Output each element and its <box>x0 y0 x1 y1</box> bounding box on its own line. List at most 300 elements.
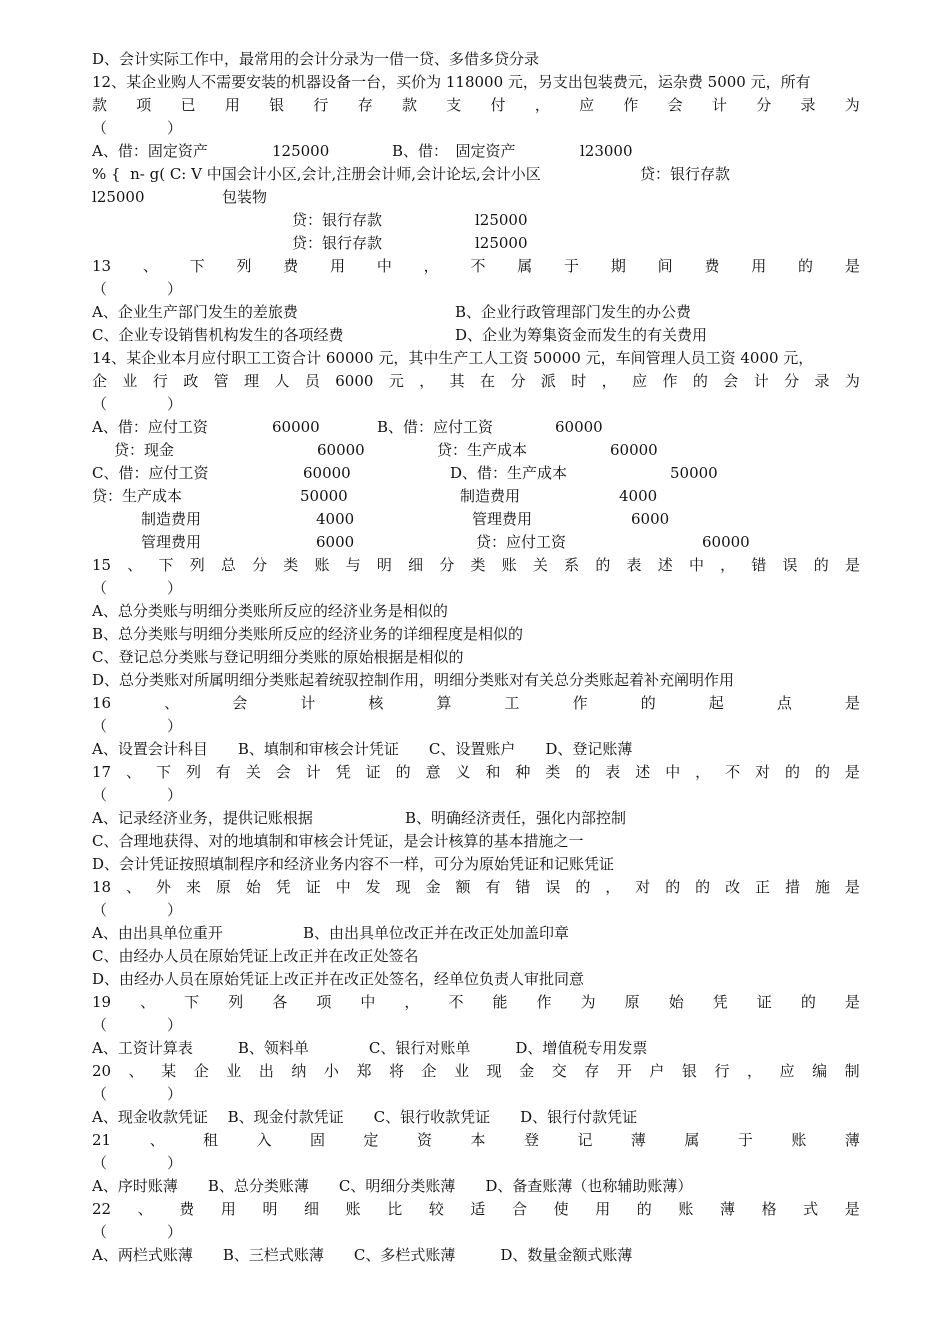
justified-token: 固 <box>310 1131 326 1149</box>
justified-token: 原 <box>624 993 640 1011</box>
option-a: A、企业生产部门发生的差旅费 <box>92 303 298 321</box>
justified-token: 13 <box>92 257 112 275</box>
question-18 <box>92 878 860 896</box>
justified-token: 、 <box>126 878 142 896</box>
justified-token: 与 <box>345 556 361 574</box>
justified-token: 是 <box>844 556 860 574</box>
justified-token: ， <box>419 372 435 390</box>
justified-token: 登 <box>523 1131 539 1149</box>
justified-token: 账 <box>314 556 330 574</box>
justified-token: 在 <box>480 372 496 390</box>
justified-token: 下 <box>184 993 200 1011</box>
option-c: C、登记总分类账与登记明细分类账的原始根据是相似的 <box>92 648 464 666</box>
justified-token: ， <box>601 372 617 390</box>
question-22 <box>92 1200 860 1218</box>
option-a: A、借：固定资产 <box>92 142 208 160</box>
option-d: D、由经办人员在原始凭证上改正并在改正处签名，经单位负责人审批同意 <box>92 970 585 988</box>
justified-token: 用 <box>220 1200 236 1218</box>
justified-token: 对 <box>755 763 771 781</box>
justified-token: 述 <box>635 763 651 781</box>
justified-token: 管 <box>213 372 229 390</box>
justified-token: 现 <box>395 878 411 896</box>
justified-token: 、 <box>140 993 156 1011</box>
justified-token: 小 <box>323 1062 339 1080</box>
justified-token: 派 <box>540 372 556 390</box>
justified-token: 用 <box>224 96 240 114</box>
justified-token: 企 <box>92 372 108 390</box>
justified-token: 21 <box>92 1131 112 1149</box>
justified-token: 分 <box>510 372 526 390</box>
justified-token: ， <box>423 257 439 275</box>
justified-token: 22 <box>92 1200 112 1218</box>
justified-token: 计 <box>300 694 316 712</box>
justified-token: 凭 <box>275 878 291 896</box>
justified-token: 来 <box>185 878 201 896</box>
justified-token: 郑 <box>356 1062 372 1080</box>
option-b: B、借：应付工资 <box>377 418 494 436</box>
justified-token: 类 <box>545 763 561 781</box>
justified-token: 费 <box>283 257 299 275</box>
answer-blank: （ ） <box>92 119 183 137</box>
justified-token: 账 <box>678 1200 694 1218</box>
justified-token: 始 <box>668 993 684 1011</box>
entry-account: 包装物 <box>222 188 268 206</box>
justified-token: 定 <box>363 1131 379 1149</box>
amount: 4000 <box>316 510 355 528</box>
justified-token: 、 <box>137 1200 153 1218</box>
justified-token: 于 <box>737 1131 753 1149</box>
justified-token: 金 <box>425 878 441 896</box>
justified-token: 中 <box>335 878 351 896</box>
justified-token: 项 <box>316 993 332 1011</box>
justified-token: 是 <box>844 1200 860 1218</box>
justified-token: 作 <box>572 694 588 712</box>
justified-token: 分 <box>784 372 800 390</box>
answer-blank: （ ） <box>92 1085 183 1103</box>
amount: l25000 <box>475 234 528 252</box>
justified-token: 外 <box>155 878 171 896</box>
justified-token: 是 <box>844 694 860 712</box>
justified-token: 为 <box>580 993 596 1011</box>
justified-token: 的 <box>695 878 711 896</box>
justified-token: 格 <box>761 1200 777 1218</box>
justified-token: 企 <box>193 1062 209 1080</box>
justified-token: 应 <box>779 1062 795 1080</box>
entry-account: 管理费用 <box>472 510 533 528</box>
justified-token: 支 <box>446 96 462 114</box>
justified-token: 录 <box>800 96 816 114</box>
justified-token: 入 <box>256 1131 272 1149</box>
entry-account: 贷：现金 <box>114 441 175 459</box>
justified-token: 总 <box>220 556 236 574</box>
justified-token: 应 <box>579 96 595 114</box>
justified-token: 下 <box>155 763 171 781</box>
justified-token: 企 <box>421 1062 437 1080</box>
entry-account: 贷：银行存款 <box>292 234 383 252</box>
justified-token: 存 <box>357 96 373 114</box>
justified-token: 表 <box>626 556 642 574</box>
entry-account: 制造费用 <box>460 487 521 505</box>
justified-token: 会 <box>667 96 683 114</box>
justified-token: 是 <box>844 763 860 781</box>
justified-token: 列 <box>236 257 252 275</box>
justified-token: 为 <box>844 96 860 114</box>
justified-line <box>92 96 860 114</box>
justified-token: 分 <box>439 556 455 574</box>
justified-token: 19 <box>92 993 112 1011</box>
justified-token: 证 <box>365 763 381 781</box>
option-a: A、由出具单位重开 <box>92 924 223 942</box>
answer-blank: （ ） <box>92 717 183 735</box>
question-21 <box>92 1131 860 1149</box>
justified-token: 录 <box>814 372 830 390</box>
answer-blank: （ ） <box>92 1223 183 1241</box>
justified-token: 的 <box>665 878 681 896</box>
answer-blank: （ ） <box>92 1016 183 1034</box>
justified-token: 的 <box>395 763 411 781</box>
justified-token: 作 <box>536 993 552 1011</box>
justified-token: 是 <box>844 878 860 896</box>
justified-token: 16 <box>92 694 112 712</box>
option-a: A、记录经济业务，提供记账根据 <box>92 809 313 827</box>
amount: 60000 <box>317 441 365 459</box>
justified-token: 有 <box>485 878 501 896</box>
entry-account: 贷：银行存款 <box>640 165 731 183</box>
justified-token: ， <box>695 763 711 781</box>
justified-token: 和 <box>485 763 501 781</box>
justified-token: 原 <box>215 878 231 896</box>
justified-token: 员 <box>304 372 320 390</box>
justified-token: 发 <box>365 878 381 896</box>
justified-token: 金 <box>519 1062 535 1080</box>
justified-token: 属 <box>517 257 533 275</box>
justified-token: 类 <box>283 556 299 574</box>
justified-token: 20 <box>92 1062 112 1080</box>
answer-blank: （ ） <box>92 280 183 298</box>
justified-token: 不 <box>448 993 464 1011</box>
answer-blank: （ ） <box>92 901 183 919</box>
justified-token: 的 <box>798 257 814 275</box>
justified-token: 现 <box>486 1062 502 1080</box>
justified-token: 编 <box>812 1062 828 1080</box>
justified-token: 用 <box>595 1200 611 1218</box>
justified-token: 下 <box>189 257 205 275</box>
justified-token: 薄 <box>719 1200 735 1218</box>
amount: l25000 <box>92 188 145 206</box>
justified-token: 种 <box>515 763 531 781</box>
option-b: B、明确经济责任，强化内部控制 <box>405 809 627 827</box>
justified-token: 交 <box>551 1062 567 1080</box>
justified-token: 比 <box>387 1200 403 1218</box>
entry-account: 贷：生产成本 <box>437 441 528 459</box>
justified-token: 表 <box>605 763 621 781</box>
justified-token: 义 <box>455 763 471 781</box>
justified-token: 明 <box>376 556 392 574</box>
justified-token: 凭 <box>712 993 728 1011</box>
justified-token: 不 <box>470 257 486 275</box>
justified-token: 、 <box>127 556 143 574</box>
justified-token: 证 <box>305 878 321 896</box>
justified-token: 15 <box>92 556 112 574</box>
justified-token: 、 <box>126 763 142 781</box>
question-17 <box>92 763 860 781</box>
justified-token: 额 <box>455 878 471 896</box>
justified-token: 6000 <box>335 372 374 390</box>
question-15 <box>92 556 860 574</box>
option-a: A、借：应付工资 <box>92 418 208 436</box>
justified-token: 为 <box>844 372 860 390</box>
amount: l25000 <box>475 211 528 229</box>
amount: 60000 <box>702 533 750 551</box>
justified-token: 意 <box>425 763 441 781</box>
entry-account: 贷：应付工资 <box>476 533 567 551</box>
justified-token: ， <box>747 1062 763 1080</box>
justified-token: 行 <box>313 96 329 114</box>
justified-token: 本 <box>470 1131 486 1149</box>
justified-token: 计 <box>305 763 321 781</box>
justified-token: 17 <box>92 763 112 781</box>
justified-token: 述 <box>657 556 673 574</box>
option-d: D、会计凭证按照填制程序和经济业务内容不一样，可分为原始凭证和记账凭证 <box>92 855 615 873</box>
answer-blank: （ ） <box>92 786 183 804</box>
justified-token: 凭 <box>335 763 351 781</box>
question-20 <box>92 1062 860 1080</box>
entry-account: 制造费用 <box>141 510 202 528</box>
amount: 50000 <box>670 464 718 482</box>
justified-token: 、 <box>164 694 180 712</box>
option-c: C、合理地获得、对的地填制和审核会计凭证，是会计核算的基本措施之一 <box>92 832 584 850</box>
justified-token: 列 <box>189 556 205 574</box>
justified-token: 误 <box>782 556 798 574</box>
option-b: B、由出具单位改正并在改正处加盖印章 <box>303 924 570 942</box>
justified-token: 行 <box>714 1062 730 1080</box>
justified-token: 计 <box>711 96 727 114</box>
justified-token: 分 <box>252 556 268 574</box>
justified-token: 的 <box>575 763 591 781</box>
justified-token: 的 <box>785 763 801 781</box>
justified-token: 措 <box>785 878 801 896</box>
justified-token: 薄 <box>844 1131 860 1149</box>
justified-token: 某 <box>161 1062 177 1080</box>
justified-token: ， <box>404 993 420 1011</box>
watermark-text: % { n- g( C: V 中国会计小区,会计,注册会计师,会计论坛,会计小区 <box>92 165 541 183</box>
justified-token: 款 <box>401 96 417 114</box>
answer-blank: （ ） <box>92 395 183 413</box>
justified-token: 使 <box>553 1200 569 1218</box>
justified-token: 制 <box>844 1062 860 1080</box>
option-b: B、借： 固定资产 <box>392 142 516 160</box>
amount: 4000 <box>619 487 658 505</box>
amount: 6000 <box>631 510 670 528</box>
entry-account: 管理费用 <box>141 533 202 551</box>
justified-token: 会 <box>275 763 291 781</box>
justified-token: ， <box>720 556 736 574</box>
justified-token: 中 <box>688 556 704 574</box>
amount: 60000 <box>555 418 603 436</box>
justified-token: 费 <box>179 1200 195 1218</box>
justified-token: 资 <box>416 1131 432 1149</box>
justified-token: 属 <box>684 1131 700 1149</box>
justified-token: 理 <box>244 372 260 390</box>
justified-token: 工 <box>504 694 520 712</box>
amount: l23000 <box>580 142 633 160</box>
text-line: D、会计实际工作中，最常用的会计分录为一借一贷、多借多贷分录 <box>92 50 540 68</box>
justified-token: 的 <box>814 763 830 781</box>
justified-token: 账 <box>345 1200 361 1218</box>
entry-account: 贷：生产成本 <box>92 487 183 505</box>
answer-blank: （ ） <box>92 1154 183 1172</box>
justified-token: 计 <box>753 372 769 390</box>
justified-token: 于 <box>564 257 580 275</box>
justified-token: 将 <box>389 1062 405 1080</box>
amount: 125000 <box>272 142 330 160</box>
justified-token: 已 <box>180 96 196 114</box>
option-c: C、借：应付工资 <box>92 464 209 482</box>
justified-token: 细 <box>408 556 424 574</box>
justified-token: ， <box>534 96 550 114</box>
justified-token: 纳 <box>291 1062 307 1080</box>
justified-token: 费 <box>704 257 720 275</box>
justified-token: 下 <box>158 556 174 574</box>
amount: 60000 <box>272 418 320 436</box>
justified-token: 用 <box>330 257 346 275</box>
justified-token: 错 <box>751 556 767 574</box>
justified-token: 期 <box>610 257 626 275</box>
justified-token: 存 <box>584 1062 600 1080</box>
justified-token: 记 <box>577 1131 593 1149</box>
answer-blank: （ ） <box>92 579 183 597</box>
justified-token: 户 <box>649 1062 665 1080</box>
justified-token: 的 <box>640 694 656 712</box>
options-row: A、工资计算表 B、领料单 C、银行对账单 D、增值税专用发票 <box>92 1039 648 1057</box>
justified-token: 是 <box>844 993 860 1011</box>
justified-token: 有 <box>215 763 231 781</box>
justified-token: 账 <box>791 1131 807 1149</box>
justified-token: 的 <box>636 1200 652 1218</box>
justified-token: 、 <box>128 1062 144 1080</box>
justified-token: 会 <box>723 372 739 390</box>
justified-token: 业 <box>122 372 138 390</box>
justified-token: 账 <box>501 556 517 574</box>
justified-token: 关 <box>532 556 548 574</box>
justified-token: 改 <box>725 878 741 896</box>
justified-token: 能 <box>492 993 508 1011</box>
justified-token: 项 <box>136 96 152 114</box>
justified-token: 较 <box>428 1200 444 1218</box>
amount: 60000 <box>303 464 351 482</box>
justified-token: 行 <box>152 372 168 390</box>
justified-token: 租 <box>203 1131 219 1149</box>
justified-token: 列 <box>185 763 201 781</box>
option-d: D、企业为筹集资金而发生的有关费用 <box>455 326 708 344</box>
justified-token: 核 <box>368 694 384 712</box>
question-14: 14、某企业本月应付职工工资合计 60000 元，其中生产工人工资 50000 元，车间管理人员工资 4000 元， <box>92 349 814 367</box>
question-19 <box>92 993 860 1011</box>
justified-token: 的 <box>575 878 591 896</box>
justified-token: 的 <box>595 556 611 574</box>
justified-token: 细 <box>304 1200 320 1218</box>
justified-token: 明 <box>262 1200 278 1218</box>
justified-token: 的 <box>813 556 829 574</box>
question-13 <box>92 257 860 275</box>
justified-token: 施 <box>814 878 830 896</box>
justified-token: 出 <box>258 1062 274 1080</box>
question-12: 12、某企业购人不需要安装的机器设备一台，买价为 118000 元，另支出包装费元，运杂费 5000 元，所有 <box>92 73 811 91</box>
options-row: A、现金收款凭证 B、现金付款凭证 C、银行收款凭证 D、银行付款凭证 <box>92 1108 638 1126</box>
justified-token: 会 <box>232 694 248 712</box>
justified-token: 18 <box>92 878 112 896</box>
option-a: A、总分类账与明细分类账所反应的经济业务是相似的 <box>92 602 448 620</box>
justified-token: 人 <box>274 372 290 390</box>
justified-token: 适 <box>470 1200 486 1218</box>
justified-token: 时 <box>571 372 587 390</box>
justified-token: 算 <box>436 694 452 712</box>
justified-token: 误 <box>545 878 561 896</box>
justified-token: 错 <box>515 878 531 896</box>
justified-token: 的 <box>800 993 816 1011</box>
option-d: D、借：生产成本 <box>450 464 568 482</box>
justified-token: 式 <box>803 1200 819 1218</box>
justified-token: 证 <box>756 993 772 1011</box>
options-row: A、两栏式账薄 B、三栏式账薄 C、多栏式账薄 D、数量金额式账薄 <box>92 1246 633 1264</box>
justified-token: 款 <box>92 96 108 114</box>
option-b: B、企业行政管理部门发生的办公费 <box>455 303 692 321</box>
justified-token: 的 <box>692 372 708 390</box>
justified-token: 开 <box>616 1062 632 1080</box>
justified-token: 正 <box>755 878 771 896</box>
justified-token: 用 <box>751 257 767 275</box>
amount: 60000 <box>610 441 658 459</box>
justified-token: 是 <box>844 257 860 275</box>
justified-token: 关 <box>245 763 261 781</box>
option-b: B、总分类账与明细分类账所反应的经济业务的详细程度是相似的 <box>92 625 524 643</box>
justified-token: 元 <box>388 372 404 390</box>
justified-token: 付 <box>490 96 506 114</box>
justified-token: 薄 <box>630 1131 646 1149</box>
justified-token: 中 <box>665 763 681 781</box>
justified-token: 间 <box>657 257 673 275</box>
justified-token: 、 <box>149 1131 165 1149</box>
justified-token: 系 <box>564 556 580 574</box>
justified-token: 类 <box>470 556 486 574</box>
justified-token: 点 <box>776 694 792 712</box>
justified-token: 列 <box>228 993 244 1011</box>
justified-token: 业 <box>454 1062 470 1080</box>
options-row: A、序时账薄 B、总分类账薄 C、明细分类账薄 D、备查账薄（也称辅助账薄） <box>92 1177 693 1195</box>
justified-token: 应 <box>632 372 648 390</box>
justified-line <box>92 372 860 390</box>
justified-token: 其 <box>449 372 465 390</box>
option-c: C、由经办人员在原始凭证上改正并在改正处签名 <box>92 947 419 965</box>
justified-token: ， <box>605 878 621 896</box>
entry-account: 贷：银行存款 <box>292 211 383 229</box>
justified-token: 政 <box>183 372 199 390</box>
justified-token: 不 <box>725 763 741 781</box>
justified-token: 、 <box>142 257 158 275</box>
option-c: C、企业专设销售机构发生的各项经费 <box>92 326 344 344</box>
justified-token: 始 <box>245 878 261 896</box>
justified-token: 作 <box>623 96 639 114</box>
justified-token: 作 <box>662 372 678 390</box>
justified-token: 对 <box>635 878 651 896</box>
option-d: D、总分类账对所属明细分类账起着统驭控制作用，明细分类账对有关总分类账起着补充阐明作用 <box>92 671 735 689</box>
options-row: A、设置会计科目 B、填制和审核会计凭证 C、设置账户 D、登记账薄 <box>92 740 633 758</box>
justified-token: 中 <box>376 257 392 275</box>
amount: 50000 <box>300 487 348 505</box>
justified-token: 起 <box>708 694 724 712</box>
amount: 6000 <box>316 533 355 551</box>
justified-token: 中 <box>360 993 376 1011</box>
